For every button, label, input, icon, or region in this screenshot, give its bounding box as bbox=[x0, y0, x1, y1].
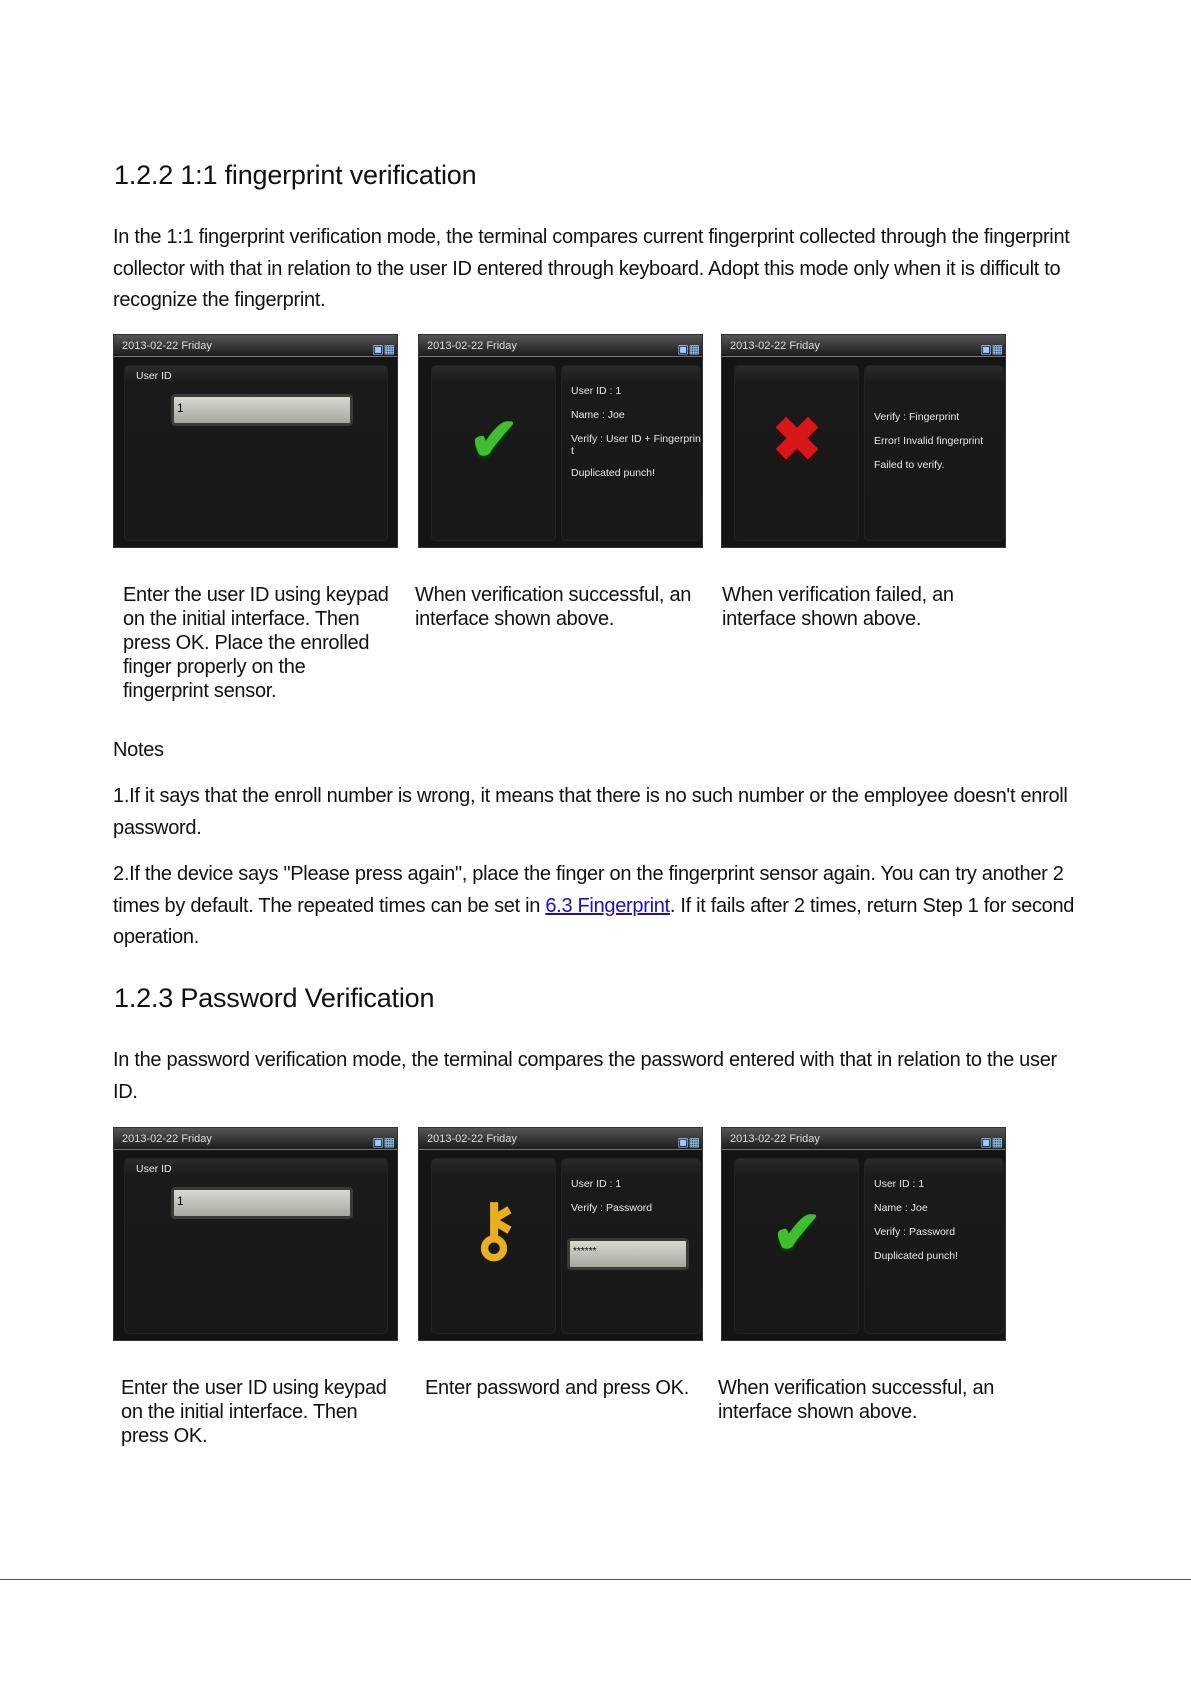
caption: Enter the user ID using keypad on the initial interface. Then press OK. bbox=[121, 1377, 387, 1447]
status-icon: ▣▦ bbox=[372, 1135, 395, 1149]
user-id-label: User ID bbox=[136, 1163, 172, 1175]
info-line: User ID : 1 bbox=[571, 385, 622, 397]
info-line: Name : Joe bbox=[571, 409, 625, 421]
status-icon: ▣▦ bbox=[980, 1135, 1003, 1149]
status-icon: ▣▦ bbox=[980, 342, 1003, 356]
info-line: Duplicated punch! bbox=[874, 1250, 959, 1262]
date-label: 2013-02-22 Friday bbox=[122, 1133, 212, 1145]
caption: When verification successful, an interface shown above. bbox=[415, 584, 692, 630]
info-line: Verify : User ID + Fingerprint bbox=[571, 433, 701, 457]
info-line: Verify : Fingerprint bbox=[874, 411, 960, 423]
note-1: 1.If it says that the enroll number is wrong, it means that there is no such number or the employee doesn't enroll password. bbox=[113, 785, 1068, 839]
note-2 bbox=[113, 859, 1083, 954]
intro-paragraph: In the 1:1 fingerprint verification mode, the terminal compares current fingerprint collected through the fingerprint collector with that in relation to the user ID entered through keyboard. Adopt this mode only when it is difficult to recognize the fingerprint. bbox=[113, 226, 1070, 311]
screen-verify-success bbox=[418, 334, 703, 548]
notes-title: Notes bbox=[113, 739, 164, 761]
user-id-input: 1 bbox=[171, 394, 353, 426]
screen-user-id bbox=[113, 1127, 398, 1341]
status-icon: ▣▦ bbox=[677, 342, 700, 356]
key-icon: ⚷ bbox=[468, 1190, 520, 1268]
section-heading: 1.2.3 Password Verification bbox=[114, 983, 435, 1013]
info-line: Verify : Password bbox=[571, 1202, 653, 1214]
caption: When verification failed, an interface shown above. bbox=[722, 584, 954, 630]
password-input: ****** bbox=[567, 1238, 689, 1270]
info-line: User ID : 1 bbox=[874, 1178, 925, 1190]
note-text: . If it fails after 2 times, return Step 1 for second operation. bbox=[113, 894, 1075, 948]
screen-verify-success bbox=[721, 1127, 1006, 1341]
cross-icon: ✖ bbox=[771, 406, 823, 473]
info-line: Verify : Password bbox=[874, 1226, 956, 1238]
screen-password-entry bbox=[418, 1127, 703, 1341]
date-label: 2013-02-22 Friday bbox=[122, 340, 212, 352]
caption: Enter password and press OK. bbox=[425, 1377, 689, 1399]
user-id-label: User ID bbox=[136, 370, 172, 382]
note-text: 2.If the device says "Please press again", place the finger on the fingerprint sensor again. You can try another 2 times by default. The repeated times can be set in bbox=[113, 863, 1064, 917]
caption: When verification successful, an interface shown above. bbox=[718, 1377, 995, 1423]
info-line: Failed to verify. bbox=[874, 459, 945, 471]
fingerprint-settings-link[interactable]: 6.3 Fingerprint bbox=[545, 894, 670, 917]
caption: Enter the user ID using keypad on the initial interface. Then press OK. Place the enrolled finger properly on the fingerprint sensor. bbox=[123, 584, 389, 702]
screen-verify-failed bbox=[721, 334, 1006, 548]
section-heading: 1.2.2 1:1 fingerprint verification bbox=[114, 160, 477, 190]
status-icon: ▣▦ bbox=[677, 1135, 700, 1149]
date-label: 2013-02-22 Friday bbox=[427, 1133, 517, 1145]
info-line: Error! Invalid fingerprint bbox=[874, 435, 984, 447]
info-line: Name : Joe bbox=[874, 1202, 928, 1214]
check-icon: ✔ bbox=[468, 406, 520, 473]
screen-user-id bbox=[113, 334, 398, 548]
footer-divider bbox=[0, 1579, 1191, 1580]
info-line: User ID : 1 bbox=[571, 1178, 622, 1190]
date-label: 2013-02-22 Friday bbox=[730, 1133, 820, 1145]
user-id-input: 1 bbox=[171, 1187, 353, 1219]
status-icon: ▣▦ bbox=[372, 342, 395, 356]
date-label: 2013-02-22 Friday bbox=[730, 340, 820, 352]
info-line: Duplicated punch! bbox=[571, 467, 656, 479]
date-label: 2013-02-22 Friday bbox=[427, 340, 517, 352]
intro-paragraph: In the password verification mode, the terminal compares the password entered with that in relation to the user ID. bbox=[113, 1049, 1057, 1103]
check-icon: ✔ bbox=[771, 1199, 823, 1266]
